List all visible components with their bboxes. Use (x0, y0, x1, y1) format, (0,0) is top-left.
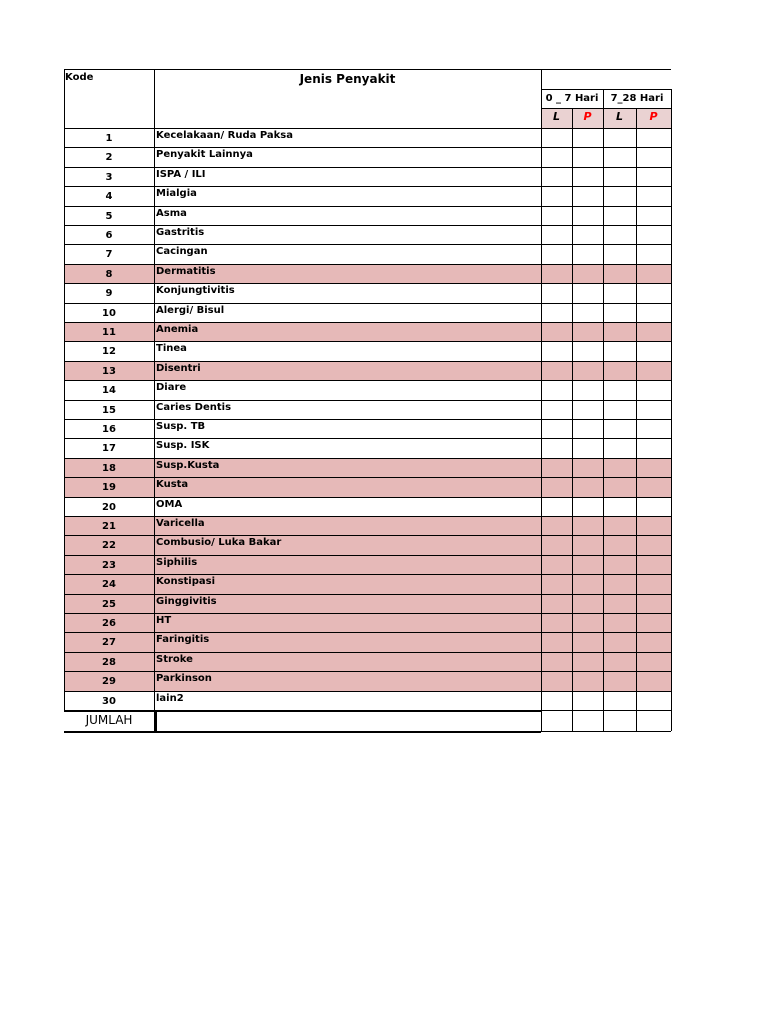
grid-line (64, 438, 671, 439)
row-code: 14 (102, 385, 116, 397)
grid-line (64, 264, 671, 265)
row-disease-name: Susp. ISK (156, 440, 210, 452)
grid-line (155, 710, 157, 731)
grid-line (64, 69, 671, 70)
grid-line (64, 147, 671, 148)
grid-line (64, 361, 671, 362)
row-code: 7 (105, 249, 113, 261)
grid-line (64, 303, 671, 304)
row-code: 26 (102, 618, 116, 629)
row-disease-name: Ginggivitis (156, 595, 217, 607)
grid-line (671, 89, 672, 731)
row-disease-name: Varicella (156, 518, 205, 529)
grid-line (64, 380, 671, 381)
grid-line (64, 458, 671, 459)
sex-label-male-0-7: L (552, 110, 560, 123)
grid-line (64, 516, 671, 517)
row-code: 18 (102, 462, 116, 474)
grid-line (64, 283, 671, 284)
row-disease-name: Diare (156, 382, 187, 394)
row-code: 12 (102, 346, 116, 358)
row-disease-name: Stroke (156, 653, 193, 665)
grid-line (636, 108, 637, 731)
row-code: 11 (102, 327, 116, 338)
grid-line (64, 652, 671, 653)
row-code: 21 (102, 521, 116, 532)
grid-line (64, 244, 671, 245)
grid-line (64, 691, 671, 692)
row-code: 17 (102, 443, 116, 455)
row-disease-name: Cacingan (156, 246, 208, 258)
row-code: 23 (102, 559, 116, 571)
row-code: 28 (102, 656, 116, 668)
grid-line (64, 555, 671, 556)
row-disease-name: Kecelakaan/ Ruda Paksa (156, 130, 294, 141)
grid-line (64, 731, 541, 733)
row-disease-name: Parkinson (156, 673, 212, 685)
grid-line (64, 167, 671, 168)
total-label: JUMLAH (85, 713, 133, 727)
grid-line (64, 206, 671, 207)
row-code: 13 (102, 365, 116, 377)
row-disease-name: Dermatitis (156, 265, 216, 277)
row-disease-name: Penyakit Lainnya (156, 149, 253, 161)
row-disease-name: Kusta (156, 479, 189, 491)
row-disease-name: Gastritis (156, 227, 205, 238)
row-code: 4 (105, 191, 113, 203)
grid-line (603, 89, 604, 731)
code-header: Kode (65, 72, 94, 83)
row-disease-name: Combusio/ Luka Bakar (156, 537, 282, 549)
grid-line (64, 671, 671, 672)
grid-line (64, 710, 541, 712)
row-code: 8 (105, 268, 113, 280)
grid-line (541, 108, 671, 109)
row-disease-name: Siphilis (156, 556, 198, 568)
row-disease-name: lain2 (156, 692, 184, 704)
grid-line (541, 69, 542, 731)
row-disease-name: Tinea (156, 343, 187, 355)
row-code: 5 (105, 210, 113, 222)
grid-line (64, 400, 671, 401)
row-code: 27 (102, 637, 116, 649)
row-disease-name: Anemia (156, 324, 199, 335)
row-code: 1 (105, 133, 113, 144)
age-group-0-7: 0 _ 7 Hari (545, 93, 599, 104)
row-disease-name: Susp. TB (156, 421, 206, 432)
grid-line (64, 535, 671, 536)
disease-header: Jenis Penyakit (299, 72, 396, 86)
row-disease-name: Alergi/ Bisul (156, 304, 225, 316)
row-code: 29 (102, 676, 116, 688)
row-code: 16 (102, 424, 116, 435)
grid-line (64, 322, 671, 323)
grid-line (64, 128, 671, 129)
row-code: 20 (102, 501, 116, 513)
sex-label-female-7-28: P (649, 110, 658, 123)
row-code: 19 (102, 482, 116, 494)
grid-line (64, 341, 671, 342)
age-group-7-28: 7_28 Hari (610, 93, 664, 104)
row-disease-name: Mialgia (156, 188, 197, 200)
grid-line (154, 69, 155, 731)
row-code: 3 (105, 171, 113, 183)
row-disease-name: HT (156, 615, 172, 626)
row-code: 25 (102, 598, 116, 610)
row-disease-name: Konstipasi (156, 576, 216, 588)
row-code: 24 (102, 579, 116, 591)
row-disease-name: Caries Dentis (156, 401, 232, 413)
grid-line (64, 225, 671, 226)
row-code: 10 (102, 307, 116, 319)
grid-line (541, 731, 671, 732)
row-disease-name: Konjungtivitis (156, 285, 235, 297)
row-disease-name: Faringitis (156, 634, 210, 646)
row-disease-name: OMA (156, 498, 183, 510)
grid-line (64, 69, 65, 710)
grid-line (64, 497, 671, 498)
sex-label-male-7-28: L (615, 110, 623, 123)
row-disease-name: Susp.Kusta (156, 459, 220, 471)
grid-line (64, 574, 671, 575)
grid-line (64, 419, 671, 420)
grid-line (64, 186, 671, 187)
row-code: 15 (102, 404, 116, 416)
row-disease-name: Asma (156, 207, 187, 219)
grid-line (64, 613, 671, 614)
row-disease-name: ISPA / ILI (156, 168, 206, 180)
grid-line (572, 108, 573, 731)
grid-line (64, 477, 671, 478)
row-code: 6 (105, 230, 113, 241)
row-code: 2 (105, 152, 113, 164)
grid-line (64, 632, 671, 633)
row-code: 9 (105, 288, 113, 300)
grid-line (64, 594, 671, 595)
sex-label-female-0-7: P (583, 110, 592, 123)
row-code: 30 (102, 695, 116, 707)
grid-line (541, 89, 671, 90)
row-disease-name: Disentri (156, 362, 201, 374)
row-code: 22 (102, 540, 116, 552)
